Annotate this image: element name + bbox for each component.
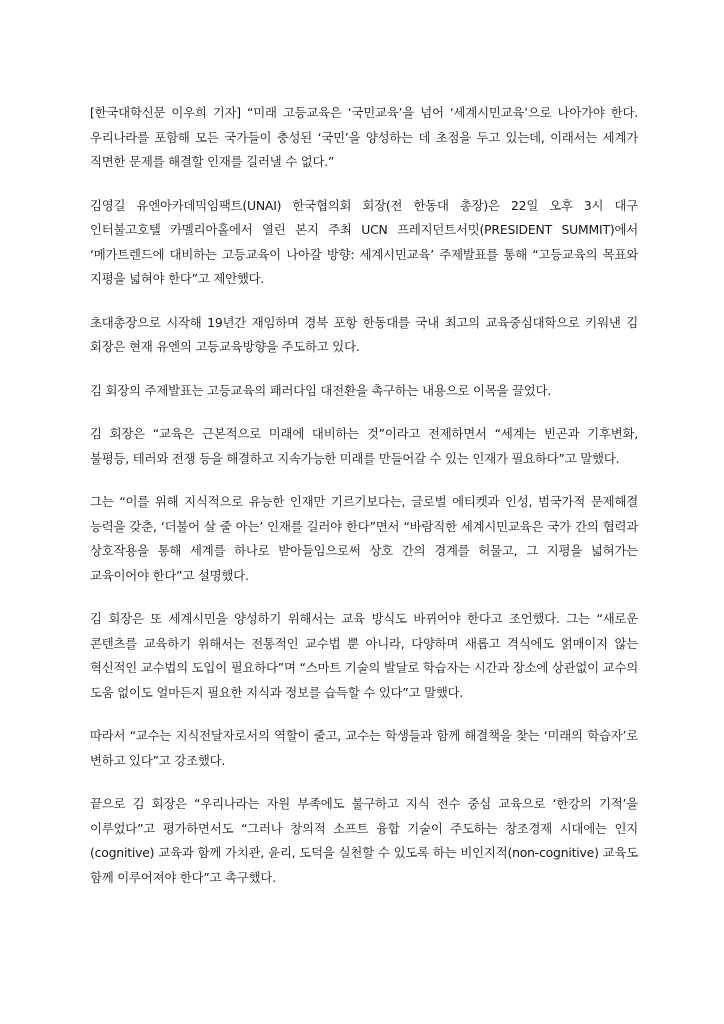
article-paragraph-5: 김 회장은 “교육은 근본적으로 미래에 대비하는 것”이라고 전제하면서 “세계는 빈곤과 기후변화, 불평등, 테러와 전쟁 등을 해결하고 지속가능한 미래를 만들어갈 수 있는 인재가 필요하다”고 말했다. xyxy=(90,426,638,466)
article-paragraph-6: 그는 “이를 위해 지식적으로 유능한 인재만 기르기보다는, 글로벌 에티켓과 인성, 범국가적 문제해결 능력을 갖춘, ‘더불어 살 줄 아는’ 인재를 길러야 한다”면서 “바람직한 세계시민교육은 국가 간의 협력과 상호작용을 통해 세계를 하나로 받아들임으로써 상호 간의 경계를 허물고, 그 지평을 넓혀가는 교육이어야 한다”고 설명했다. xyxy=(90,494,638,583)
article-paragraph-4: 김 회장의 주제발표는 고등교육의 패러다임 대전환을 촉구하는 내용으로 이목을 끌었다. xyxy=(90,382,552,398)
article-paragraph-1: [한국대학신문 이우희 기자] “미래 고등교육은 ‘국민교육’을 넘어 ‘세계시민교육’으로 나아가야 한다. 우리나라를 포함해 모든 국가들이 충성된 ‘국민’을 양성하는 데 초점을 두고 있는데, 이래서는 세계가 직면한 문제를 해결할 인재를 길러낼 수 없다.” xyxy=(90,105,638,169)
article-paragraph-7: 김 회장은 또 세계시민을 양성하기 위해서는 교육 방식도 바뀌어야 한다고 조언했다. 그는 “새로운 콘텐츠를 교육하기 위해서는 전통적인 교수법 뿐 아니라, 다양하며 새롭고 격식에도 얽매이지 않는 혁신적인 교수법의 도입이 필요하다”며 “스마트 기술의 발달로 학습자는 시간과 장소에 상관없이 교수의 도움 없이도 얼마든지 필요한 지식과 정보를 습득할 수 있다”고 말했다. xyxy=(90,611,638,700)
article-paragraph-8: 따라서 “교수는 지식전달자로서의 역할이 줄고, 교수는 학생들과 함께 해결책을 찾는 ‘미래의 학습자’로 변하고 있다”고 강조했다. xyxy=(90,728,638,768)
article-paragraph-3: 초대총장으로 시작해 19년간 재임하며 경북 포항 한동대를 국내 최고의 교육중심대학으로 키워낸 김 회장은 현재 유엔의 고등교육방향을 주도하고 있다. xyxy=(90,314,638,354)
article-paragraph-9: 끝으로 김 회장은 “우리나라는 자원 부족에도 불구하고 지식 전수 중심 교육으로 ‘한강의 기적’을 이루었다”고 평가하면서도 “그러나 창의적 소프트 융합 기술이 주도하는 창조경제 시대에는 인지(cognitive) 교육과 함께 가치관, 윤리, 도덕을 실천할 수 있도록 하는 비인지적(non-cognitive) 교육도 함께 이루어져야 한다”고 촉구했다. xyxy=(90,796,638,885)
article-paragraph-2: 김영길 유엔아카데믹임팩트(UNAI) 한국협의회 회장(전 한동대 총장)은 22일 오후 3시 대구 인터불고호텔 카멜리아홀에서 열린 본지 주최 UCN 프레지던트서밋(PRESIDENT SUMMIT)에서 ‘메가트렌드에 대비하는 고등교육이 나아갈 방향: 세계시민교육’ 주제발표를 통해 “고등교육의 목표와 지평을 넓혀야 한다”고 제안했다. xyxy=(90,197,638,286)
article-body xyxy=(90,101,638,909)
